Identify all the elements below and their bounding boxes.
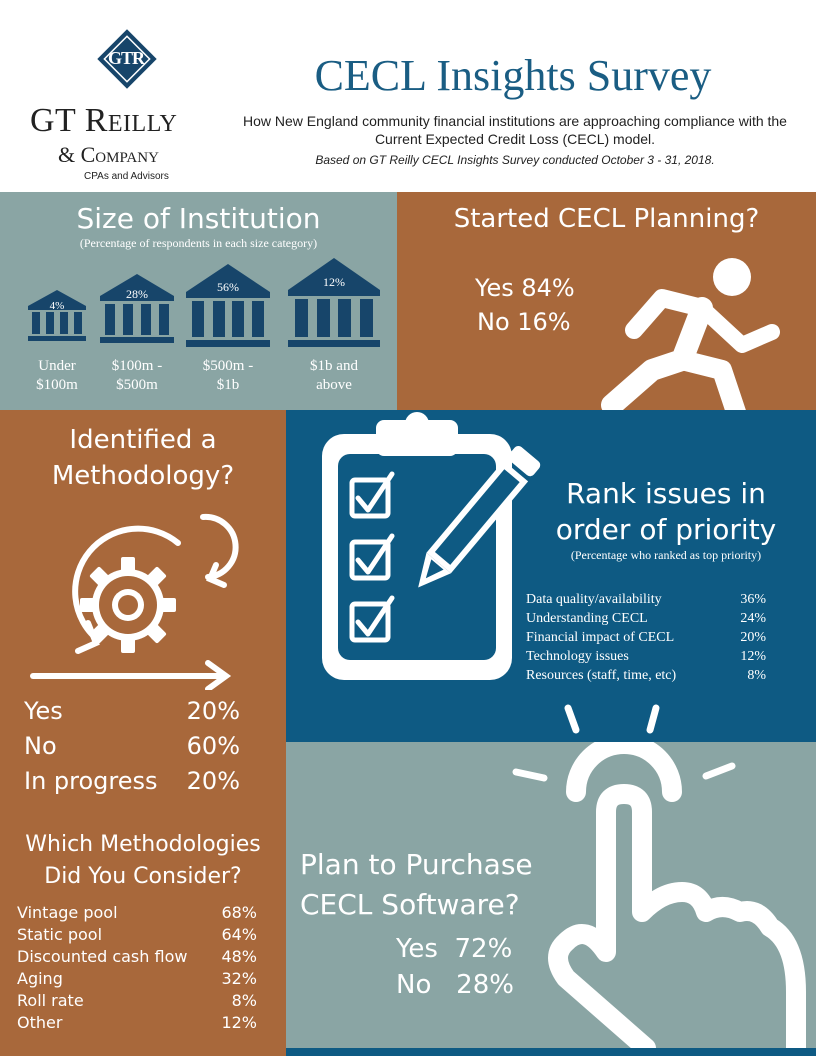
methodology-row: No 60%	[24, 732, 240, 760]
size-title: Size of Institution	[76, 202, 321, 235]
software-title-1: Plan to Purchase	[300, 848, 533, 881]
building-pct: 56%	[217, 280, 239, 294]
building-pct: 4%	[49, 300, 65, 312]
planning-yes: Yes 84%	[475, 274, 575, 302]
building-label: Under $100m	[36, 358, 78, 393]
bank-building-icon	[186, 264, 270, 347]
rank-row: Data quality/availability 36%	[526, 592, 766, 607]
planning-no: No 16%	[477, 308, 571, 336]
planning-panel	[397, 192, 816, 410]
considered-row: Static pool 64%	[17, 925, 257, 944]
company-tagline: CPAs and Advisors	[84, 171, 169, 182]
considered-row: Discounted cash flow 48%	[17, 947, 257, 966]
bank-building-icon	[28, 290, 86, 341]
rank-row: Understanding CECL 24%	[526, 611, 766, 626]
company-amp: & Company	[58, 142, 159, 167]
software-title-2: CECL Software?	[300, 888, 520, 921]
rank-issues-panel	[286, 410, 816, 742]
page-subtitle: How New England community financial institutions are approaching compliance with the Current Expected Credit Loss (CECL) model.	[243, 113, 787, 147]
bottom-bar	[286, 1048, 816, 1056]
building-pct: 12%	[323, 275, 345, 289]
rank-subtitle: (Percentage who ranked as top priority)	[570, 548, 762, 562]
considered-row: Roll rate 8%	[17, 991, 257, 1010]
methodology-panel	[0, 410, 286, 1056]
considered-row: Other 12%	[17, 1013, 257, 1032]
planning-title: Started CECL Planning?	[453, 204, 760, 234]
company-logo	[20, 20, 230, 190]
software-yes: Yes 72%	[396, 934, 513, 964]
rank-title-2: order of priority	[555, 513, 777, 546]
logo-monogram: GTR	[108, 48, 145, 68]
tap-rays-icon	[556, 700, 676, 740]
bank-building-icon	[100, 274, 174, 343]
size-subtitle: (Percentage of respondents in each size category)	[79, 236, 318, 250]
methodology-title-2: Methodology?	[51, 461, 235, 491]
methodology-row: In progress 20%	[24, 767, 240, 795]
rank-title-1: Rank issues in	[566, 477, 766, 510]
building-label: $100m - $500m	[111, 358, 163, 393]
bank-building-icon	[288, 258, 380, 347]
considered-title-1: Which Methodologies	[25, 832, 261, 857]
tap-finger-icon	[496, 742, 816, 1048]
runner-icon	[582, 250, 797, 415]
rank-row: Technology issues 12%	[526, 649, 766, 664]
considered-row: Vintage pool 68%	[17, 903, 257, 922]
page-title: CECL Insights Survey	[314, 51, 712, 100]
building-label: $1b and above	[310, 358, 358, 393]
considered-title-2: Did You Consider?	[44, 864, 242, 889]
considered-row: Aging 32%	[17, 969, 257, 988]
company-name: GT Reilly	[30, 102, 178, 139]
methodology-row: Yes 20%	[24, 697, 240, 725]
rank-row: Financial impact of CECL 20%	[526, 630, 766, 645]
software-panel	[286, 742, 816, 1048]
software-no: No 28%	[396, 970, 514, 1000]
building-label: $500m - $1b	[202, 358, 254, 393]
gear-cycle-icon	[28, 505, 268, 690]
survey-note: Based on GT Reilly CECL Insights Survey conducted October 3 - 31, 2018.	[315, 153, 715, 167]
size-of-institution-panel	[0, 192, 397, 410]
methodology-title-1: Identified a	[69, 425, 217, 455]
building-pct: 28%	[126, 287, 148, 301]
rank-row: Resources (staff, time, etc) 8%	[526, 668, 766, 683]
